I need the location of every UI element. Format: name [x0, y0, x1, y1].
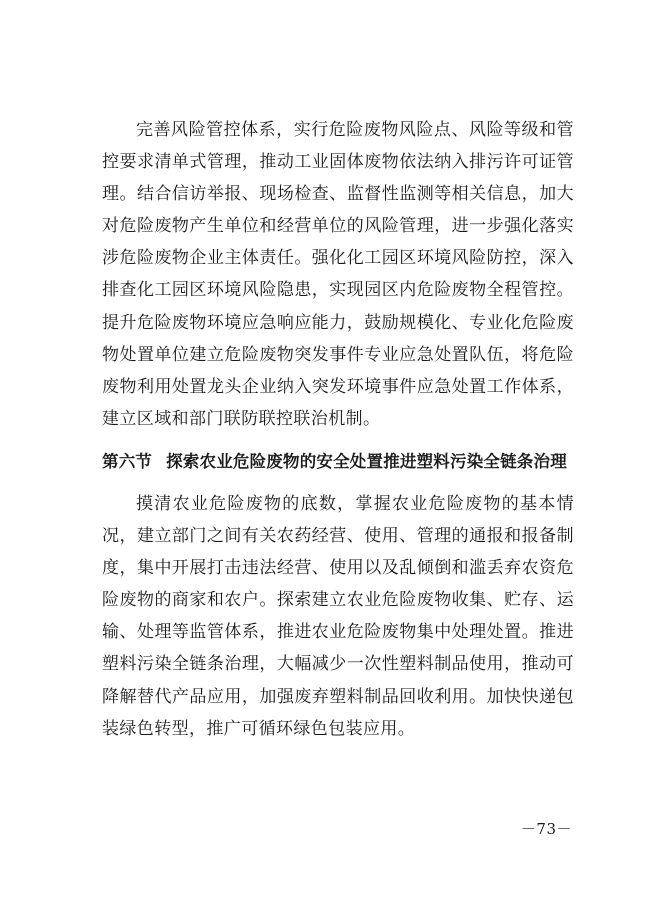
section-heading	[102, 447, 582, 477]
section-number: 第六节	[102, 452, 153, 471]
page-number: －73－	[520, 820, 572, 838]
body-paragraph-risk-control: 完善风险管控体系，实行危险废物风险点、风险等级和管控要求清单式管理，推动工业固体废物依法纳入排污许可证管理。结合信访举报、现场检查、监督性监测等相关信息，加大对危险废物产生单位和经营单位的风险管理，进一步强化落实涉危险废物企业主体责任。强化化工园区环境风险防控，深入排查化工园区环境风险隐患，实现园区内危险废物全程管控。提升危险废物环境应急响应能力，鼓励规模化、专业化危险废物处置单位建立危险废物突发事件专业应急处置队伍，将危险废物利用处置龙头企业纳入突发环境事件应急处置工作体系，建立区域和部门联防联控联治机制。	[102, 120, 574, 429]
section-title: 探索农业危险废物的安全处置推进塑料污染全链条治理	[166, 452, 567, 471]
body-paragraph-agricultural-waste: 摸清农业危险废物的底数，掌握农业危险废物的基本情况，建立部门之间有关农药经营、使用、管理的通报和报备制度，集中开展打击违法经营、使用以及乱倾倒和滥丢弃农资危险废物的商家和农户。探索建立农业危险废物收集、贮存、运输、处理等监管体系，推进农业危险废物集中处理处置。推进塑料污染全链条治理，大幅减少一次性塑料制品使用，推动可降解替代产品应用，加强废弃塑料制品回收利用。加快快递包装绿色转型，推广可循环绿色包装应用。	[102, 494, 574, 739]
